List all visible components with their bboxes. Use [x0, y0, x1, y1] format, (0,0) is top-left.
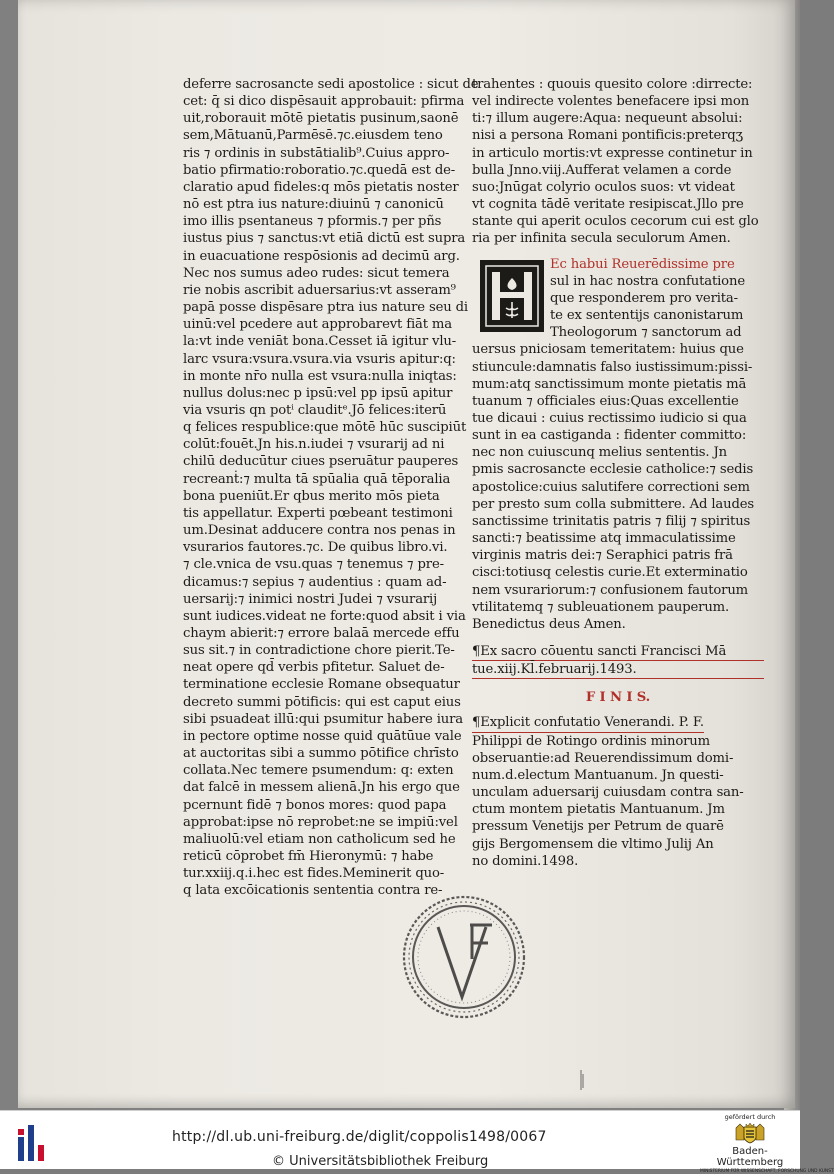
text-line: ⁊ cle.vnica de vsu.quas ⁊ tenemus ⁊ pre-: [183, 557, 444, 573]
copyright-notice: © Universitätsbibliothek Freiburg: [272, 1154, 489, 1169]
text-line: uit,roborauit mōtē pietatis pusinum,saonē: [183, 111, 459, 127]
text-line: unculam aduersarij cuiusdam contra san-: [472, 785, 744, 801]
text-line: no domini.1498.: [472, 853, 579, 869]
text-line: chilū deducūtur ciues pseruātur pauperes: [183, 454, 459, 470]
pencil-mark: [578, 1068, 586, 1092]
text-line: in euacuatione respōsionis ad decimū arg.: [183, 248, 460, 264]
text-line: ria per infinita secula seculorum Amen.: [472, 231, 731, 247]
text-line: bulla Jnno.viij.Aufferat velamen a corde: [472, 162, 732, 178]
text-line: obseruantie:ad Reuerendissimum domi-: [472, 750, 734, 766]
funder-logo: [700, 1113, 834, 1174]
text-line: bona pueniūt.Er qbus merito mōs pieta: [183, 488, 440, 504]
text-line: sul in hac nostra confutatione: [550, 273, 745, 289]
text-line: Benedictus deus Amen.: [472, 616, 626, 632]
text-line: tuanum ⁊ officiales eius:Quas excellentie: [472, 393, 739, 409]
text-line: nisi a persona Romani pontificis:preterqʒ: [472, 128, 743, 144]
text-line: trahentes : quouis quesito colore :dirrecte:: [472, 77, 753, 92]
text-line: in articulo mortis:vt expresse continetur in: [472, 145, 753, 161]
text-line: decreto summi pōtificis: qui est caput eius: [183, 694, 461, 710]
text-line: at auctoritas sibi a summo pōtifice chrīsto: [183, 746, 459, 762]
text-line: virginis matris dei:⁊ Seraphici patris frā: [472, 548, 733, 564]
text-line: sibi psuadeat illū:qui psumitur habere iura: [183, 711, 463, 727]
text-line: Theologorum ⁊ sanctorum ad: [550, 325, 742, 341]
text-line: papā posse dispēsare ptra ius nature seu di: [183, 300, 469, 316]
text-line: rie nobis ascribit aduersarius:vt asseram⁹: [183, 282, 456, 298]
text-line: num.d.electum Mantuanum. Jn questi-: [472, 767, 724, 783]
text-line: larc vsura:vsura.vsura.via vsuris apitur:q:: [183, 351, 456, 367]
text-line: terminatione ecclesie Romane obsequatur: [183, 677, 460, 693]
text-line: sus sit.⁊ in contradictione chore pierit.Te-: [183, 643, 455, 659]
document-url-link[interactable]: http://dl.ub.uni-freiburg.de/diglit/coppolis1498/0067: [172, 1129, 547, 1145]
text-line: nem vsurariorum:⁊ confusionem fautorum: [472, 582, 749, 598]
text-line: recreanṫ:⁊ multa tā spūalia quā tēporalia: [183, 471, 451, 487]
text-line: que responderem pro verita-: [550, 290, 738, 306]
text-line: cisci:totiusq celestis curie.Et exterminatio: [472, 565, 748, 581]
text-line: q lata excōicationis sententia contra re-: [183, 883, 443, 899]
text-line: vel indirecte volentes benefacere ipsi mon: [472, 94, 750, 110]
text-line: sanctissime trinitatis patris ⁊ filij ⁊ spiritus: [472, 513, 751, 529]
text-line: uinū:vel pcedere aut approbarevt fiāt ma: [183, 317, 452, 333]
initial-paragraph: [472, 256, 764, 633]
text-line: colūt:fouēt.Jn his.n.iudei ⁊ vsurarij ad ni: [183, 437, 445, 453]
text-line: in pectore optime nosse quid quātūue vale: [183, 728, 462, 744]
text-line: dicamus:⁊ sepius ⁊ audentius : quam ad-: [183, 574, 447, 590]
text-line: Philippi de Rotingo ordinis minorum: [472, 733, 710, 749]
university-library-logo-icon: [14, 1123, 48, 1163]
text-line: sunt iudices.videat ne forte:quod absit i via: [183, 608, 466, 624]
supported-by-label: gefördert durch: [724, 1113, 776, 1121]
text-line: Ec habui Reuerēdissime pre: [550, 256, 735, 272]
viewer-footer: [0, 1110, 834, 1174]
text-line: cet: q̄ si dico dispēsauit approbauit: pfirma: [183, 94, 465, 110]
text-line: nec non cuiuscunq melius sententis. Jn: [472, 445, 727, 461]
text-line: uersarij:⁊ inimici nostri Judei ⁊ vsurarij: [183, 591, 438, 607]
text-line: vtilitatemq ⁊ subleuationem pauperum.: [472, 599, 730, 615]
initial-ornament-icon: [484, 264, 540, 328]
funder-name: Baden-Württemberg: [716, 1146, 784, 1168]
text-line: stante qui aperit oculos cecorum cui est glo: [472, 214, 759, 230]
text-line: te ex sententijs canonistarum: [550, 308, 744, 324]
text-line: la:vt inde veniāt bona.Cesset iā igitur vlu-: [183, 334, 457, 350]
text-line: sancti:⁊ beatissime atq immaculatissime: [472, 531, 736, 547]
text-line: ¶Explicit confutatio Venerandi. P. F.: [472, 714, 704, 732]
text-line: Nec nos sumus adeo rudes: sicut temera: [183, 265, 450, 281]
text-line: nō est ptra ius nature:diuinū ⁊ canonicū: [183, 197, 444, 213]
text-line: via vsuris qn potⁱ clauditᵉ.Jō felices:iterū: [183, 402, 447, 418]
text-line: maliuolū:vel etiam non catholicum sed he: [183, 831, 456, 847]
text-line: reticū cōprobet fm̄ Hieronymū: ⁊ habe: [183, 849, 434, 865]
text-line: ¶Ex sacro cōuentu sancti Francisci Mā: [472, 643, 764, 661]
text-line: tue dicaui : cuius rectissimo iudicio si qua: [472, 410, 747, 426]
text-line: mum:atq sanctissimum monte pietatis mā: [472, 376, 747, 392]
text-line: vsurarios fautores.⁊c. De quibus libro.vi.: [183, 540, 448, 556]
ministry-name: MINISTERIUM FÜR WISSENSCHAFT, FORSCHUNG UND KUNST: [700, 1169, 834, 1174]
text-line: claratio apud fideles:q mōs pietatis noster: [183, 179, 459, 195]
text-line: ris ⁊ ordinis in substātialib⁹.Cuius appro-: [183, 145, 450, 161]
text-line: uersus pniciosam temeritatem: huius que: [472, 342, 744, 358]
text-line: pressum Venetijs per Petrum de quarē: [472, 819, 724, 835]
text-line: collata.Nec temere psumendum: q: exten: [183, 763, 454, 779]
text-line: imo illis psentaneus ⁊ pformis.⁊ per pñs: [183, 214, 442, 230]
text-line: nullus dolus:nec p ipsū:vel pp ipsū apitur: [183, 385, 453, 401]
text-line: sem,Mātuanū,Parmēsē.⁊c.eiusdem teno: [183, 128, 443, 144]
text-line: apostolice:cuius salutifere correctioni sem: [472, 479, 750, 495]
text-line: approbat:ipse nō reprobet:ne se impiū:vel: [183, 814, 458, 830]
state-crest-icon: [732, 1122, 768, 1144]
text-line: sunt in ea castiganda : fidenter committo:: [472, 428, 747, 444]
decorated-initial: [480, 260, 544, 332]
text-line: ti:⁊ illum augere:Aqua: nequeunt absolui:: [472, 111, 743, 127]
text-line: chaym abierit:⁊ errore balaā mercede effu: [183, 626, 460, 641]
right-text-column: [472, 76, 764, 870]
text-line: um.Desinat adducere contra nos penas in: [183, 523, 456, 539]
text-line: in monte nr̄o nulla est vsura:nulla iniqtas:: [183, 368, 457, 384]
finis-line: F I N I S.: [585, 690, 651, 706]
text-line: tur.xxiij.q.i.hec est fides.Meminerit quo-: [183, 866, 445, 882]
library-stamp-icon: [400, 893, 528, 1021]
text-line: q felices respublice:que mōtē hūc suscipiūt: [183, 420, 467, 436]
text-line: suo:Jnūgat colyrio oculos suos: vt videat: [472, 179, 735, 195]
text-line: neat opere qd̄ verbis pfitetur. Saluet de-: [183, 660, 445, 676]
text-line: deferre sacrosancte sedi apostolice : sicut de: [183, 77, 479, 92]
text-line: tis appellatur. Experti pœbeant testimoni: [183, 505, 453, 521]
text-line: pcernunt fidē ⁊ bonos mores: quod papa: [183, 797, 447, 813]
text-line: pmis sacrosancte ecclesie catholice:⁊ sedis: [472, 462, 754, 478]
text-line: stiuncule:damnatis falso iustissimum:pissi-: [472, 359, 753, 375]
text-line: gijs Bergomensem die vltimo Julij An: [472, 836, 714, 852]
text-line: iustus pius ⁊ sanctus:vt etiā dictū est supra: [183, 231, 466, 247]
text-line: tue.xiij.Kl̄.februarij.1493.: [472, 661, 764, 679]
text-line: batio pfirmatio:roboratio.⁊c.quedā est de-: [183, 162, 456, 178]
text-line: vt cognita tādē veritate resipiscat.Jllo pre: [472, 197, 744, 213]
text-line: per presto sum colla submittere. Ad laudes: [472, 496, 755, 512]
left-text-column: [183, 76, 479, 900]
text-line: ctum montem pietatis Mantuanum. Jm: [472, 802, 725, 818]
text-line: dat falcē in messem alienā.Jn his ergo que: [183, 780, 460, 796]
